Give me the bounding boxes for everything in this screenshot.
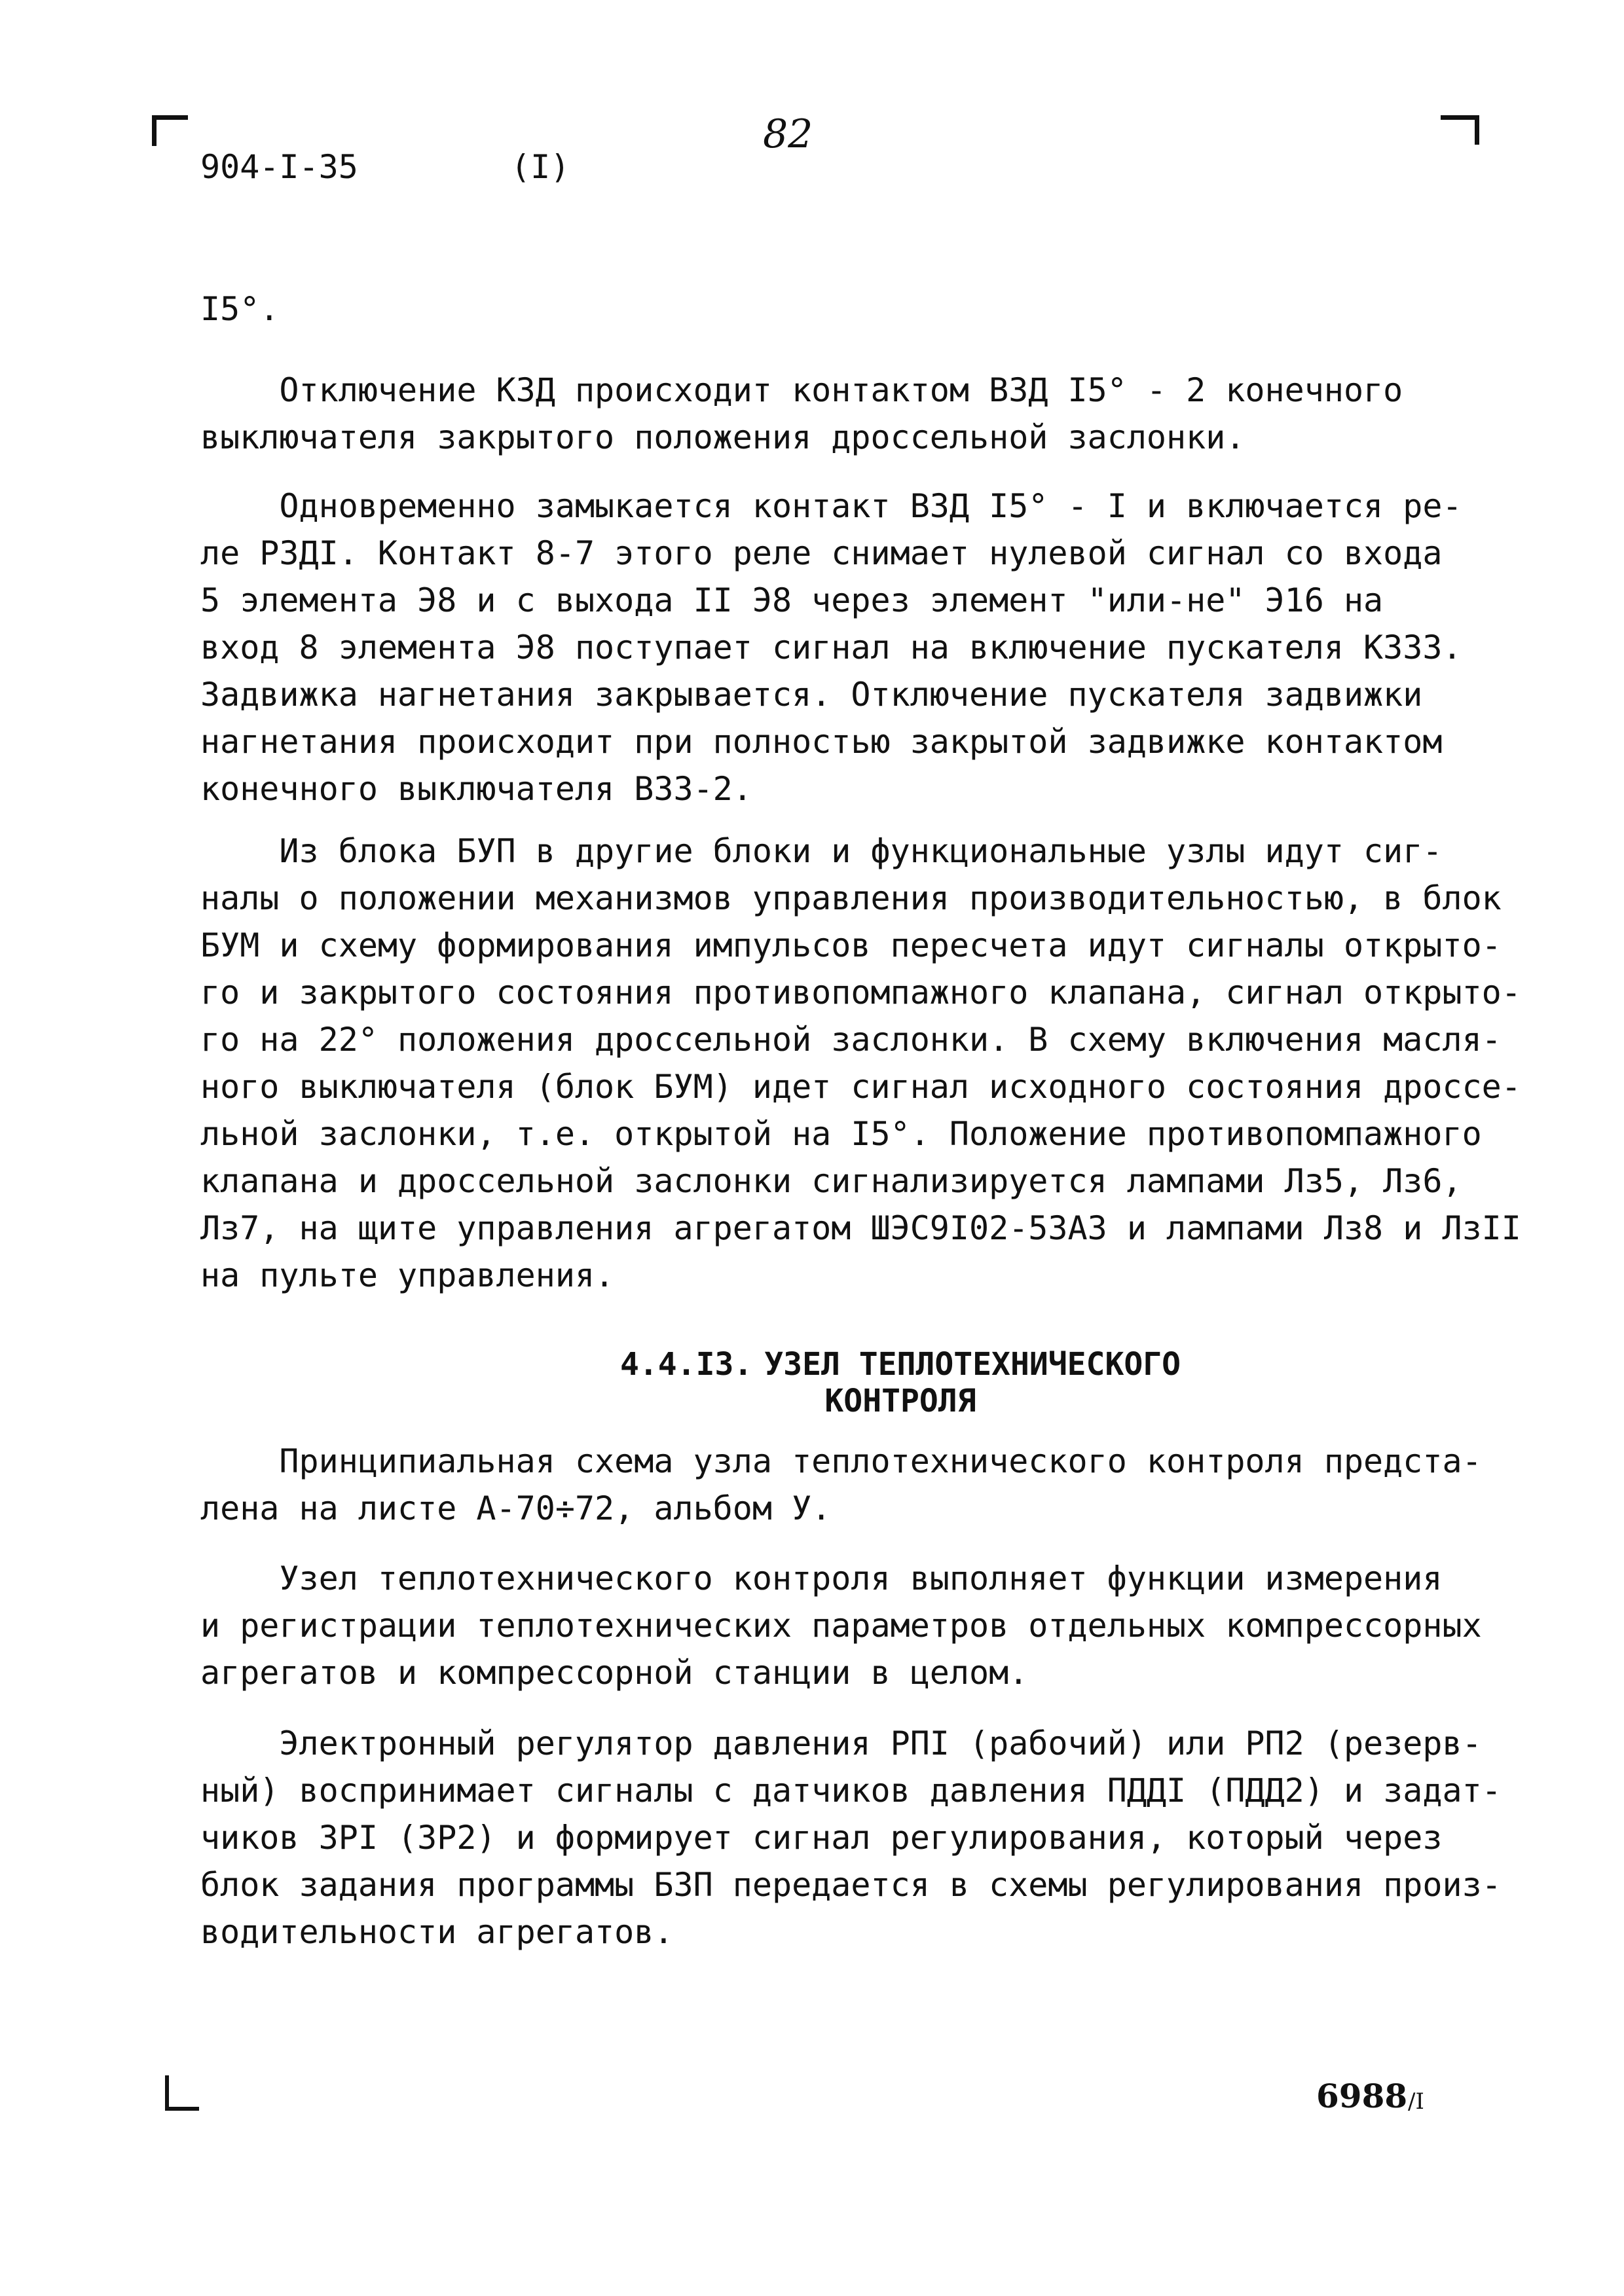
continued-fragment: I5°. [200,290,280,328]
corner-mark-bottom-left [165,2075,199,2111]
corner-mark-top-left [152,115,188,146]
paragraph-1: Отключение КЗД происходит контактом ВЗД I5° - 2 конечного выключателя закрытого положения дроссельной заслонки. [200,371,1403,456]
paragraph-3: Из блока БУП в другие блоки и функциональные узлы идут сиг- налы о положении механизмов управления производительностью, в блок БУМ и схему формирования импульсов пересчета идут сигналы открыто- го и закрытого состояния противопомпажного клапана, сигнал открыто- го на 22° положения дроссельной заслонки. В схему включения масля- ного выключателя (блок БУМ) идет сигнал исходного состояния дроссе- льной заслонки, т.е. открытой на I5°. Положение противопомпажного клапана и дроссельной заслонки сигнализируется лампами Лз5, Лз6, Лз7, на щите управления агрегатом ШЭС9I02-53А3 и лампами Лз8 и ЛзII на пульте управления. [200,832,1521,1294]
document-code: 904-I-35 [200,148,358,186]
footer-sheet-mark: /I [1408,2088,1424,2115]
page-number: 82 [763,111,813,157]
paragraph-5: Узел теплотехнического контроля выполняет функции измерения и регистрации теплотехнических параметров отдельных компрессорных агрегатов и компрессорной станции в целом. [200,1559,1482,1692]
corner-mark-top-right [1441,115,1479,145]
section-heading [589,1346,1211,1419]
section-title-line-2: КОНТРОЛЯ [824,1383,976,1419]
section-title-line-1: УЗЕЛ ТЕПЛОТЕХНИЧЕСКОГО [764,1346,1181,1383]
paragraph-4: Принципиальная схема узла теплотехнического контроля предста- лена на листе А-70÷72, альбом У. [200,1442,1482,1527]
section-number: 4.4.I3. [619,1346,753,1383]
paragraph-2: Одновременно замыкается контакт ВЗД I5° - I и включается ре- ле РЗДI. Контакт 8-7 этого реле снимает нулевой сигнал со входа 5 элемента Э8 и с выхода II Э8 через элемент "или-не" Э16 на вход 8 элемента Э8 поступает сигнал на включение пускателя КЗЗ3. Задвижка нагнетания закрывается. Отключение пускателя задвижки нагнетания происходит при полностью закрытой задвижке контактом конечного выключателя ВЗЗ-2. [200,487,1462,808]
footer-document-number: 6988 [1316,2077,1408,2115]
document-part: (I) [511,148,570,186]
paragraph-6: Электронный регулятор давления РПI (рабочий) или РП2 (резерв- ный) воспринимает сигналы с датчиков давления ПДДI (ПДД2) и задат- чиков ЗРI (ЗР2) и формирует сигнал регулирования, который через блок задания программы БЗП передается в схемы регулирования произ- водительности агрегатов. [200,1724,1502,1951]
